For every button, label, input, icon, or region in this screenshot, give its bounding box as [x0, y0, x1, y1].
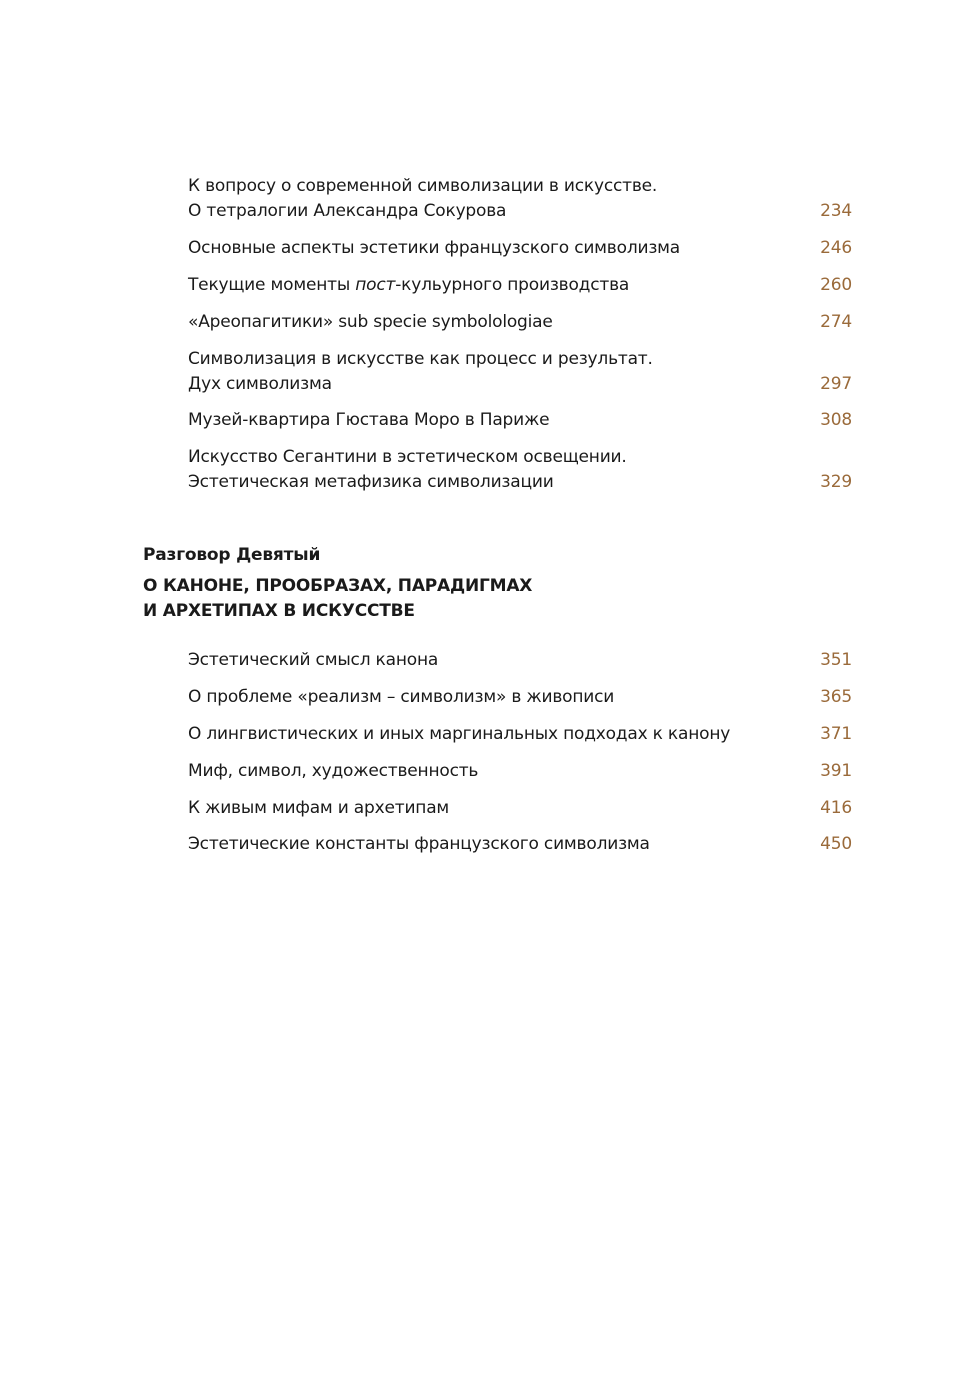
toc-entry-title: О лингвистических и иных маргинальных подходах к канону [188, 724, 731, 744]
toc-entry[interactable] [188, 832, 852, 857]
toc-entry-title: К живым мифам и архетипам [188, 798, 450, 818]
toc-entry-title: Эстетические константы французского символизма [188, 834, 650, 854]
toc-entry-title: Музей-квартира Гюстава Моро в Париже [188, 410, 550, 430]
toc-entry-title: Символизация в искусстве как процесс и результат. [188, 349, 653, 369]
section-title-line: О КАНОНЕ, ПРООБРАЗАХ, ПАРАДИГМАХ [143, 576, 533, 596]
page-number: 297 [820, 374, 852, 394]
toc-entry-title: Основные аспекты эстетики французского символизма [188, 238, 681, 258]
toc-entry[interactable] [188, 236, 852, 261]
toc-entry[interactable] [188, 347, 852, 397]
page-number: 416 [820, 798, 852, 818]
toc-entry[interactable] [188, 174, 852, 224]
page-number: 450 [820, 834, 852, 854]
section-kicker: Разговор Девятый [143, 545, 321, 565]
page-number: 246 [820, 238, 852, 258]
toc-entry[interactable] [188, 685, 852, 710]
toc-entry-title: О проблеме «реализм – символизм» в живописи [188, 687, 615, 707]
toc-entry[interactable] [188, 722, 852, 747]
toc-entry[interactable] [188, 445, 852, 495]
toc-entry-title-after: -кульурного производства [395, 275, 630, 295]
page-number: 351 [820, 650, 852, 670]
page-number: 234 [820, 201, 852, 221]
toc-entry-title-before: Текущие моменты [188, 275, 356, 295]
toc-entry[interactable] [188, 759, 852, 784]
toc-entry-title-italic: пост [355, 275, 396, 295]
toc-entry-title: Эстетическая метафизика символизации [188, 472, 554, 492]
page-number: 274 [820, 312, 852, 332]
toc-entry[interactable] [188, 273, 852, 298]
toc-entry-title: О тетралогии Александра Сокурова [188, 201, 507, 221]
toc-entry[interactable] [188, 648, 852, 673]
toc-entry-title: Миф, символ, художественность [188, 761, 479, 781]
toc-entry[interactable] [188, 408, 852, 433]
page-number: 365 [820, 687, 852, 707]
page-number: 308 [820, 410, 852, 430]
section-title-line: И АРХЕТИПАХ В ИСКУССТВЕ [143, 601, 415, 621]
page-number: 260 [820, 275, 852, 295]
toc-entry[interactable] [188, 796, 852, 821]
toc-entry-title: Эстетический смысл канона [188, 650, 439, 670]
toc-entry-title [188, 273, 852, 298]
toc-entry[interactable] [188, 310, 852, 335]
toc-entry-title: К вопросу о современной символизации в искусстве. [188, 176, 658, 196]
page-number: 391 [820, 761, 852, 781]
toc-entry-title: Искусство Сегантини в эстетическом освещении. [188, 447, 627, 467]
toc-entry-title: Дух символизма [188, 374, 332, 394]
section-title [143, 574, 532, 624]
toc-entry-title: «Ареопагитики» sub specie symbolologiae [188, 312, 553, 332]
page-number: 371 [820, 724, 852, 744]
page-number: 329 [820, 472, 852, 492]
